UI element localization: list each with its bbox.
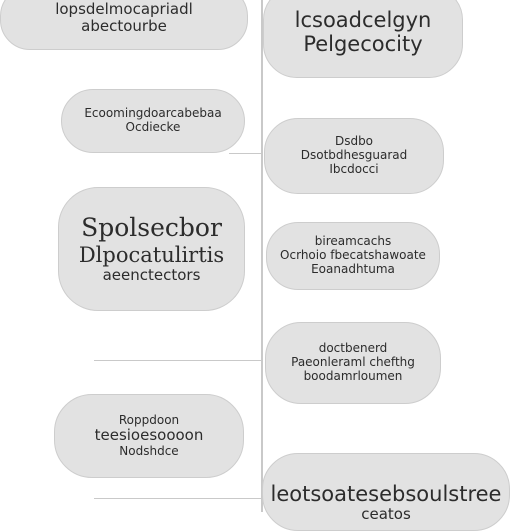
node-right-5-line-1: leotsoatesebsoulstree (270, 482, 502, 506)
node-right-1-line-2: Pelgecocity (303, 32, 423, 56)
node-right-4-line-3: boodamrloumen (303, 368, 403, 383)
node-left-4-line-1: Roppdoon (118, 412, 180, 427)
node-right-5 (262, 453, 510, 531)
node-left-4-line-3: Nodshdce (119, 443, 179, 458)
node-right-2-line-1: Dsdbo (334, 134, 374, 149)
node-right-3-line-1: bireamcachs (314, 234, 392, 249)
node-right-4-line-1: doctbenerd (318, 341, 388, 356)
node-left-4-line-2: teesioesoooon (94, 426, 204, 445)
node-right-5-line-2: ceatos (361, 505, 411, 524)
node-left-1 (0, 0, 248, 50)
node-right-1 (263, 0, 463, 78)
node-left-1-line-2: abectourbe (81, 17, 167, 35)
node-left-2-line-2: Ocdiecke (125, 120, 181, 134)
node-left-3-line-3: aeenctectors (102, 265, 201, 284)
node-left-4 (54, 394, 244, 478)
node-left-3-line-2: Dlpocatulirtis (78, 242, 225, 267)
connector-line-3 (94, 498, 262, 499)
node-left-3 (58, 187, 245, 311)
node-right-3 (266, 222, 440, 290)
node-right-4 (265, 322, 441, 404)
center-spine-line (261, 0, 263, 512)
node-right-3-line-3: Eoanadhtuma (311, 261, 395, 276)
node-left-3-line-1: Spolsecbor (81, 212, 222, 242)
node-left-2-line-1: Ecoomingdoarcabebaa (84, 106, 222, 121)
node-right-4-line-2: Paeonleraml chefthg (291, 355, 415, 370)
connector-line-1 (229, 153, 262, 154)
node-right-3-line-2: Ocrhoio fbecatshawoate (280, 248, 426, 263)
node-right-1-line-1: lcsoadcelgyn (294, 7, 432, 32)
node-right-2-line-3: Ibcdocci (329, 161, 379, 176)
node-left-2 (61, 89, 245, 153)
connector-line-2 (94, 360, 262, 361)
node-right-2 (264, 118, 444, 194)
node-right-2-line-2: Dsotbdhesguarad (300, 148, 408, 163)
node-left-1-line-1: lopsdelmocapriadl (55, 0, 193, 18)
